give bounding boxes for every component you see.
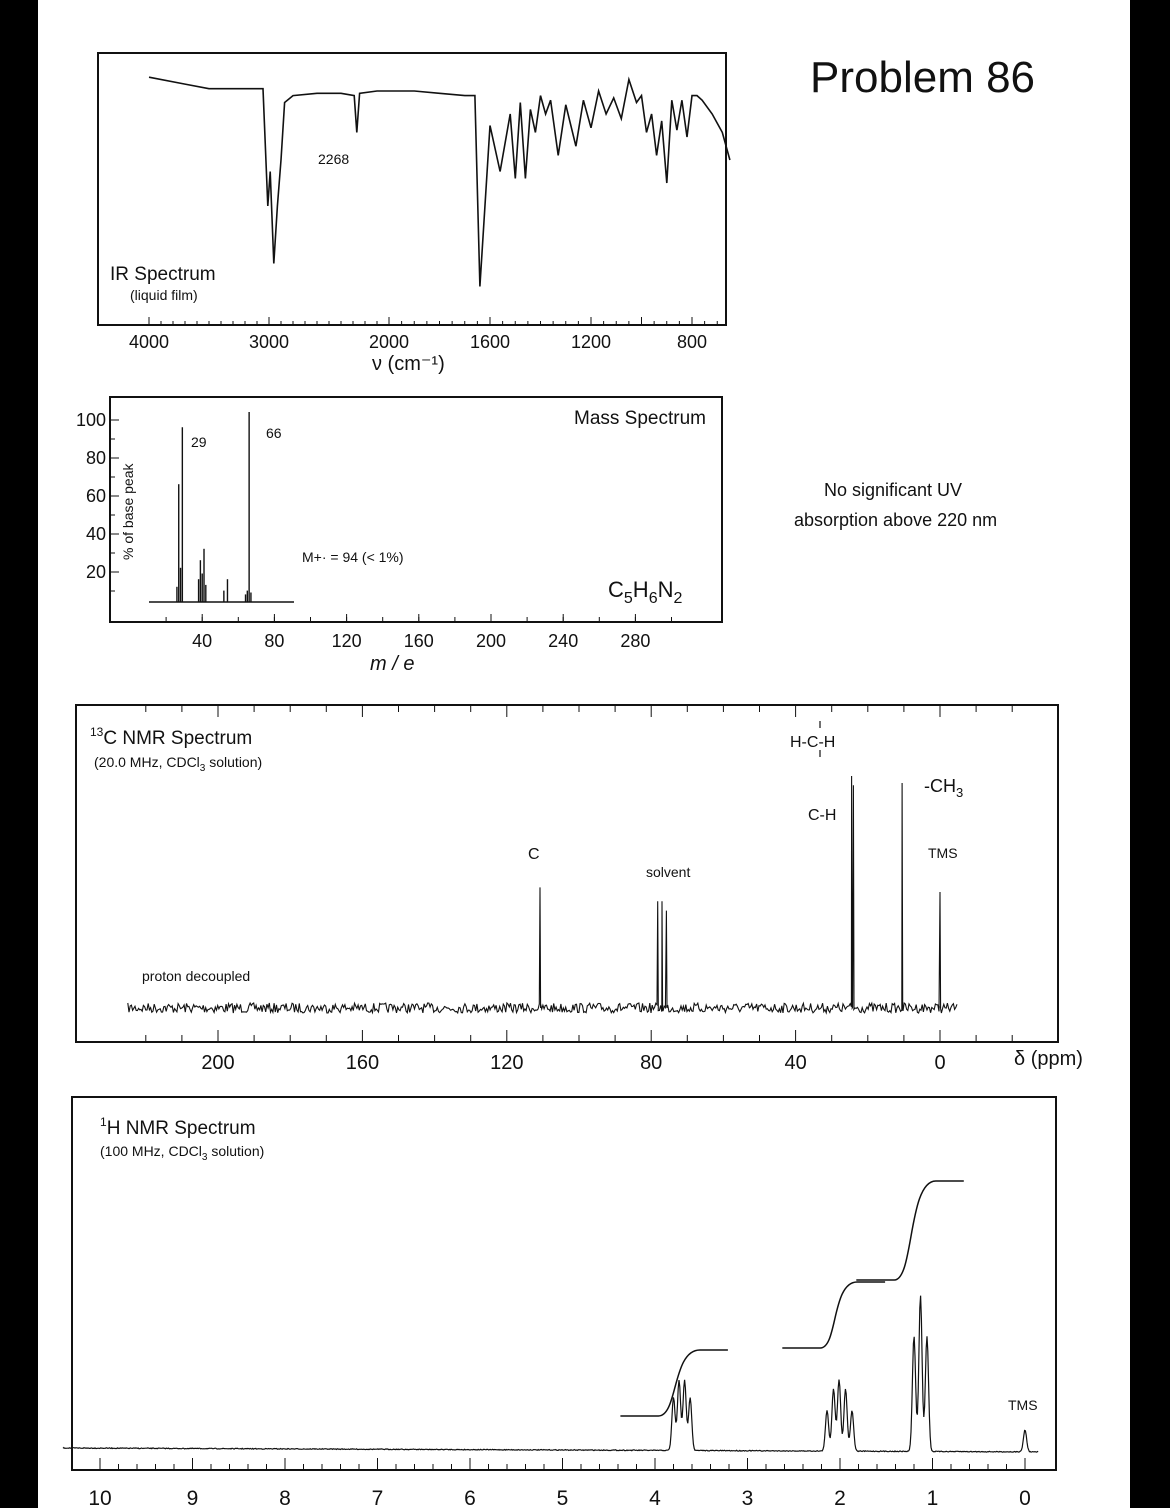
c13-mode-note: proton decoupled (142, 968, 251, 984)
mass-y-label: % of base peak (120, 463, 136, 560)
h1-integral-2 (856, 1181, 964, 1280)
c13-peak-label-ch2: H-C-H (790, 734, 836, 751)
h1-tick-label-2: 2 (834, 1487, 846, 1508)
c13-peak-label-tms: TMS (928, 845, 958, 861)
h1-nmr-panel (63, 1097, 1056, 1508)
ir-tick-label-1600: 1600 (469, 332, 511, 352)
ir-annotation-2268: 2268 (318, 151, 350, 167)
c13-peak-label-c: C (528, 846, 540, 863)
mass-x-tick-label-280: 280 (620, 631, 651, 651)
h1-tick-label-5: 5 (556, 1487, 569, 1508)
mass-peak-label-29: 29 (191, 434, 207, 450)
ir-title: IR Spectrum (110, 264, 216, 285)
c13-x-label: δ (ppm) (1014, 1048, 1083, 1070)
mass-x-tick-label-120: 120 (331, 631, 362, 651)
c13-tick-label-80: 80 (640, 1052, 663, 1074)
mass-x-tick-label-240: 240 (548, 631, 579, 651)
ir-spectrum-panel (98, 53, 730, 375)
h1-integral-1 (782, 1282, 885, 1348)
c13-nmr-panel (76, 705, 1083, 1074)
c13-tick-label-200: 200 (201, 1052, 235, 1074)
c13-tick-label-120: 120 (490, 1052, 524, 1074)
c13-peak-label-solvent: solvent (646, 864, 691, 880)
ir-tick-label-2000: 2000 (368, 332, 410, 352)
h1-trace (63, 1296, 1038, 1452)
problem-title: Problem 86 (810, 53, 1036, 102)
c13-tick-label-0: 0 (934, 1052, 946, 1074)
mass-x-tick-label-40: 40 (192, 631, 213, 651)
h1-tick-label-0: 0 (1019, 1487, 1031, 1508)
mass-x-tick-label-160: 160 (403, 631, 434, 651)
ir-tick-label-4000: 4000 (128, 332, 170, 352)
ir-tick-label-800: 800 (676, 332, 708, 352)
ir-tick-label-3000: 3000 (248, 332, 290, 352)
mass-y-tick-label-40: 40 (85, 524, 106, 544)
c13-tick-label-40: 40 (784, 1052, 807, 1074)
h1-tick-label-6: 6 (464, 1487, 476, 1508)
mass-y-tick-label-100: 100 (75, 410, 106, 430)
h1-tick-label-9: 9 (186, 1487, 199, 1508)
h1-tms-label: TMS (1008, 1397, 1038, 1413)
h1-tick-label-10: 10 (88, 1487, 112, 1508)
c13-peak-label-ch: C-H (808, 807, 837, 824)
ir-subtitle: (liquid film) (130, 287, 198, 303)
h1-tick-label-3: 3 (741, 1487, 754, 1508)
mass-peak-label-66: 66 (266, 425, 282, 441)
molecular-formula: $C_5H_6N_2$ (608, 577, 683, 607)
molecular-ion-note: M+· = 94 (< 1%) (302, 549, 404, 565)
ir-trace (149, 77, 730, 286)
worksheet-page (38, 0, 1130, 1508)
mass-y-tick-label-20: 20 (85, 562, 106, 582)
h1-title: $^1$H NMR Spectrum (100, 1115, 256, 1139)
c13-tick-label-160: 160 (345, 1052, 380, 1074)
h1-tick-label-7: 7 (371, 1487, 384, 1508)
mass-x-tick-label-200: 200 (475, 631, 507, 651)
h1-tick-label-4: 4 (649, 1487, 661, 1508)
h1-subtitle: (100 MHz, CDCl$_3$ solution) (100, 1143, 265, 1163)
mass-x-tick-label-80: 80 (264, 631, 285, 651)
ir-x-label: ν (cm⁻¹) (372, 353, 445, 375)
uv-note-line2: absorption above 220 nm (794, 510, 998, 530)
c13-title: $^{13}$C NMR Spectrum (90, 725, 253, 749)
mass-y-tick-label-60: 60 (85, 486, 106, 506)
spectra-figure (38, 0, 1130, 1508)
h1-tick-label-1: 1 (926, 1487, 939, 1508)
c13-subtitle: (20.0 MHz, CDCl$_3$ solution) (94, 754, 263, 774)
h1-tick-label-8: 8 (279, 1487, 291, 1508)
uv-note-line1: No significant UV (824, 480, 963, 500)
mass-title: Mass Spectrum (574, 408, 706, 429)
mass-x-label: m / e (370, 653, 415, 675)
ir-tick-label-1200: 1200 (570, 332, 612, 352)
mass-y-tick-label-80: 80 (85, 448, 106, 468)
c13-peak-label-ch3: $-CH_3$ (924, 776, 964, 800)
mass-spectrum-panel (76, 397, 722, 675)
